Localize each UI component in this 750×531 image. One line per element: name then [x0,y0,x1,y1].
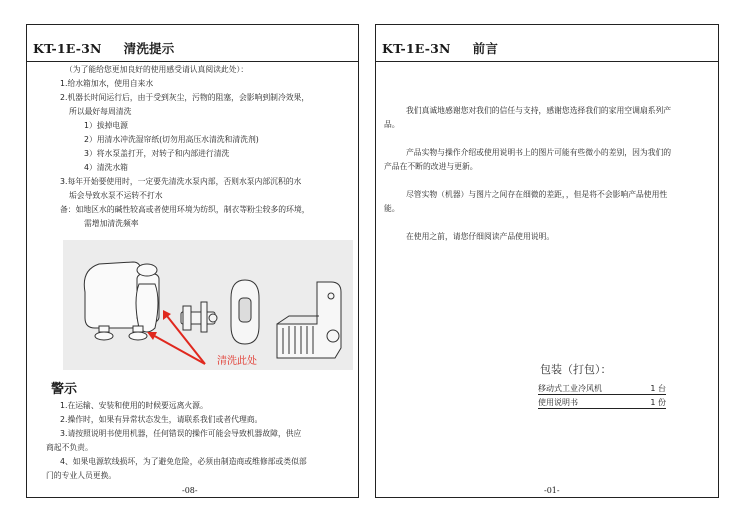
warning-item-cont: 门的专业人员更换。 [46,471,117,480]
preface-paragraph: 我们真诚地感谢您对我们的信任与支持，感谢您选择我们的家用空调扇系列产 [406,106,672,115]
page-number: -08- [182,486,198,495]
warning-item: 1.在运输、安装和使用的时候要远离火源。 [60,401,208,410]
cleaning-step: 3.每年开始要使用时，一定要先清洗水泵内部，否则水泵内部沉积的水 [60,177,302,186]
arrow-line [151,334,205,364]
pump-cover-inner [239,298,251,322]
remark: 备：如地区水的碱性较高或者使用环境为纺织，制衣等粉尘较多的环境， [60,205,310,214]
packing-item-qty: 1 台 [650,384,666,393]
packing-title: 包装（打包）： [540,363,612,376]
preface-paragraph-cont: 能。 [384,204,400,213]
warning-item: 2.操作时，如果有异常状态发生，请联系我们或者代理商。 [60,415,263,424]
clean-here-label: 清洗此处 [217,356,257,367]
warning-item: 3.请按照说明书使用机器，任何错误的操作可能会导致机器故障，供应 [60,429,302,438]
pump-impeller-housing [136,284,158,332]
page-title: 清洗提示 [123,41,175,56]
rotor-end [209,314,217,322]
cleaning-step: 1.给水箱加水，使用自来水 [60,79,154,88]
filter-edge [277,316,319,324]
packing-item [538,383,666,395]
rotor-blade [201,302,207,332]
cleaning-illustration [63,240,353,370]
suction-cup [95,332,113,340]
pump-foot [99,326,109,332]
packing-item-qty: 1 份 [650,398,666,407]
cleaning-step-cont: 垢会导致水泵不运转不打水 [69,191,163,200]
cleaning-substep: 4）清洗水箱 [84,163,128,172]
packing-item-name: 移动式工业冷风机 [538,384,602,393]
left-page [26,24,359,498]
cleaning-substep: 1）拔掉电源 [84,121,128,130]
packing-item-name: 使用说明书 [538,398,578,407]
right-page-header [382,39,498,57]
model-number: KT-1E-3N [382,41,451,56]
cleaning-substep: 2）用清水冲洗湿帘纸(切勿用高压水清洗和清洗剂) [84,135,259,144]
warning-item: 4、如果电源软线损坏，为了避免危险，必须由制造商或维修部或类似部 [60,457,307,466]
page-number: -01- [544,486,560,495]
remark-cont: 需增加清洗频率 [84,219,139,228]
suction-cup [129,332,147,340]
pump-foot [133,326,143,332]
pump-parts-drawing [63,240,353,370]
cleaning-substep: 3）将水泵盖打开，对转子和内部进行清洗 [84,149,230,158]
cleaning-step-cont: 所以最好每周清洗 [69,107,132,116]
preface-paragraph: 在使用之前，请您仔细阅读产品使用说明。 [406,232,555,241]
packing-item [538,397,666,409]
header-divider [27,61,358,62]
filter-outlet [327,330,339,342]
rotor-blade [183,306,191,330]
page-title: 前言 [472,41,499,56]
preface-paragraph-cont: 品。 [384,120,400,129]
filter-hole [328,293,334,299]
cleaning-step: 2.机器长时间运行后，由于受到灰尘，污物的阻塞，会影响到制冷效果， [60,93,310,102]
preface-paragraph: 尽管实物（机器）与图片之间存在细微的差距，，但是将不会影响产品使用性 [406,190,668,199]
preface-paragraph-cont: 产品在不断的改进与更新。 [384,162,478,171]
preface-paragraph: 产品实物与操作介绍或使用说明书上的图片可能有些微小的差别，因为我们的 [406,148,672,157]
right-page [375,24,719,498]
left-page-header [33,39,174,57]
warning-item-cont: 商起不负责。 [46,443,93,452]
warning-title: 警示 [51,382,78,397]
intro-note: （为了能给您更加良好的使用感受请认真阅读此处）： [65,65,249,74]
model-number: KT-1E-3N [33,41,102,56]
pump-body [84,262,141,328]
header-divider [376,61,718,62]
pump-top [137,264,157,276]
